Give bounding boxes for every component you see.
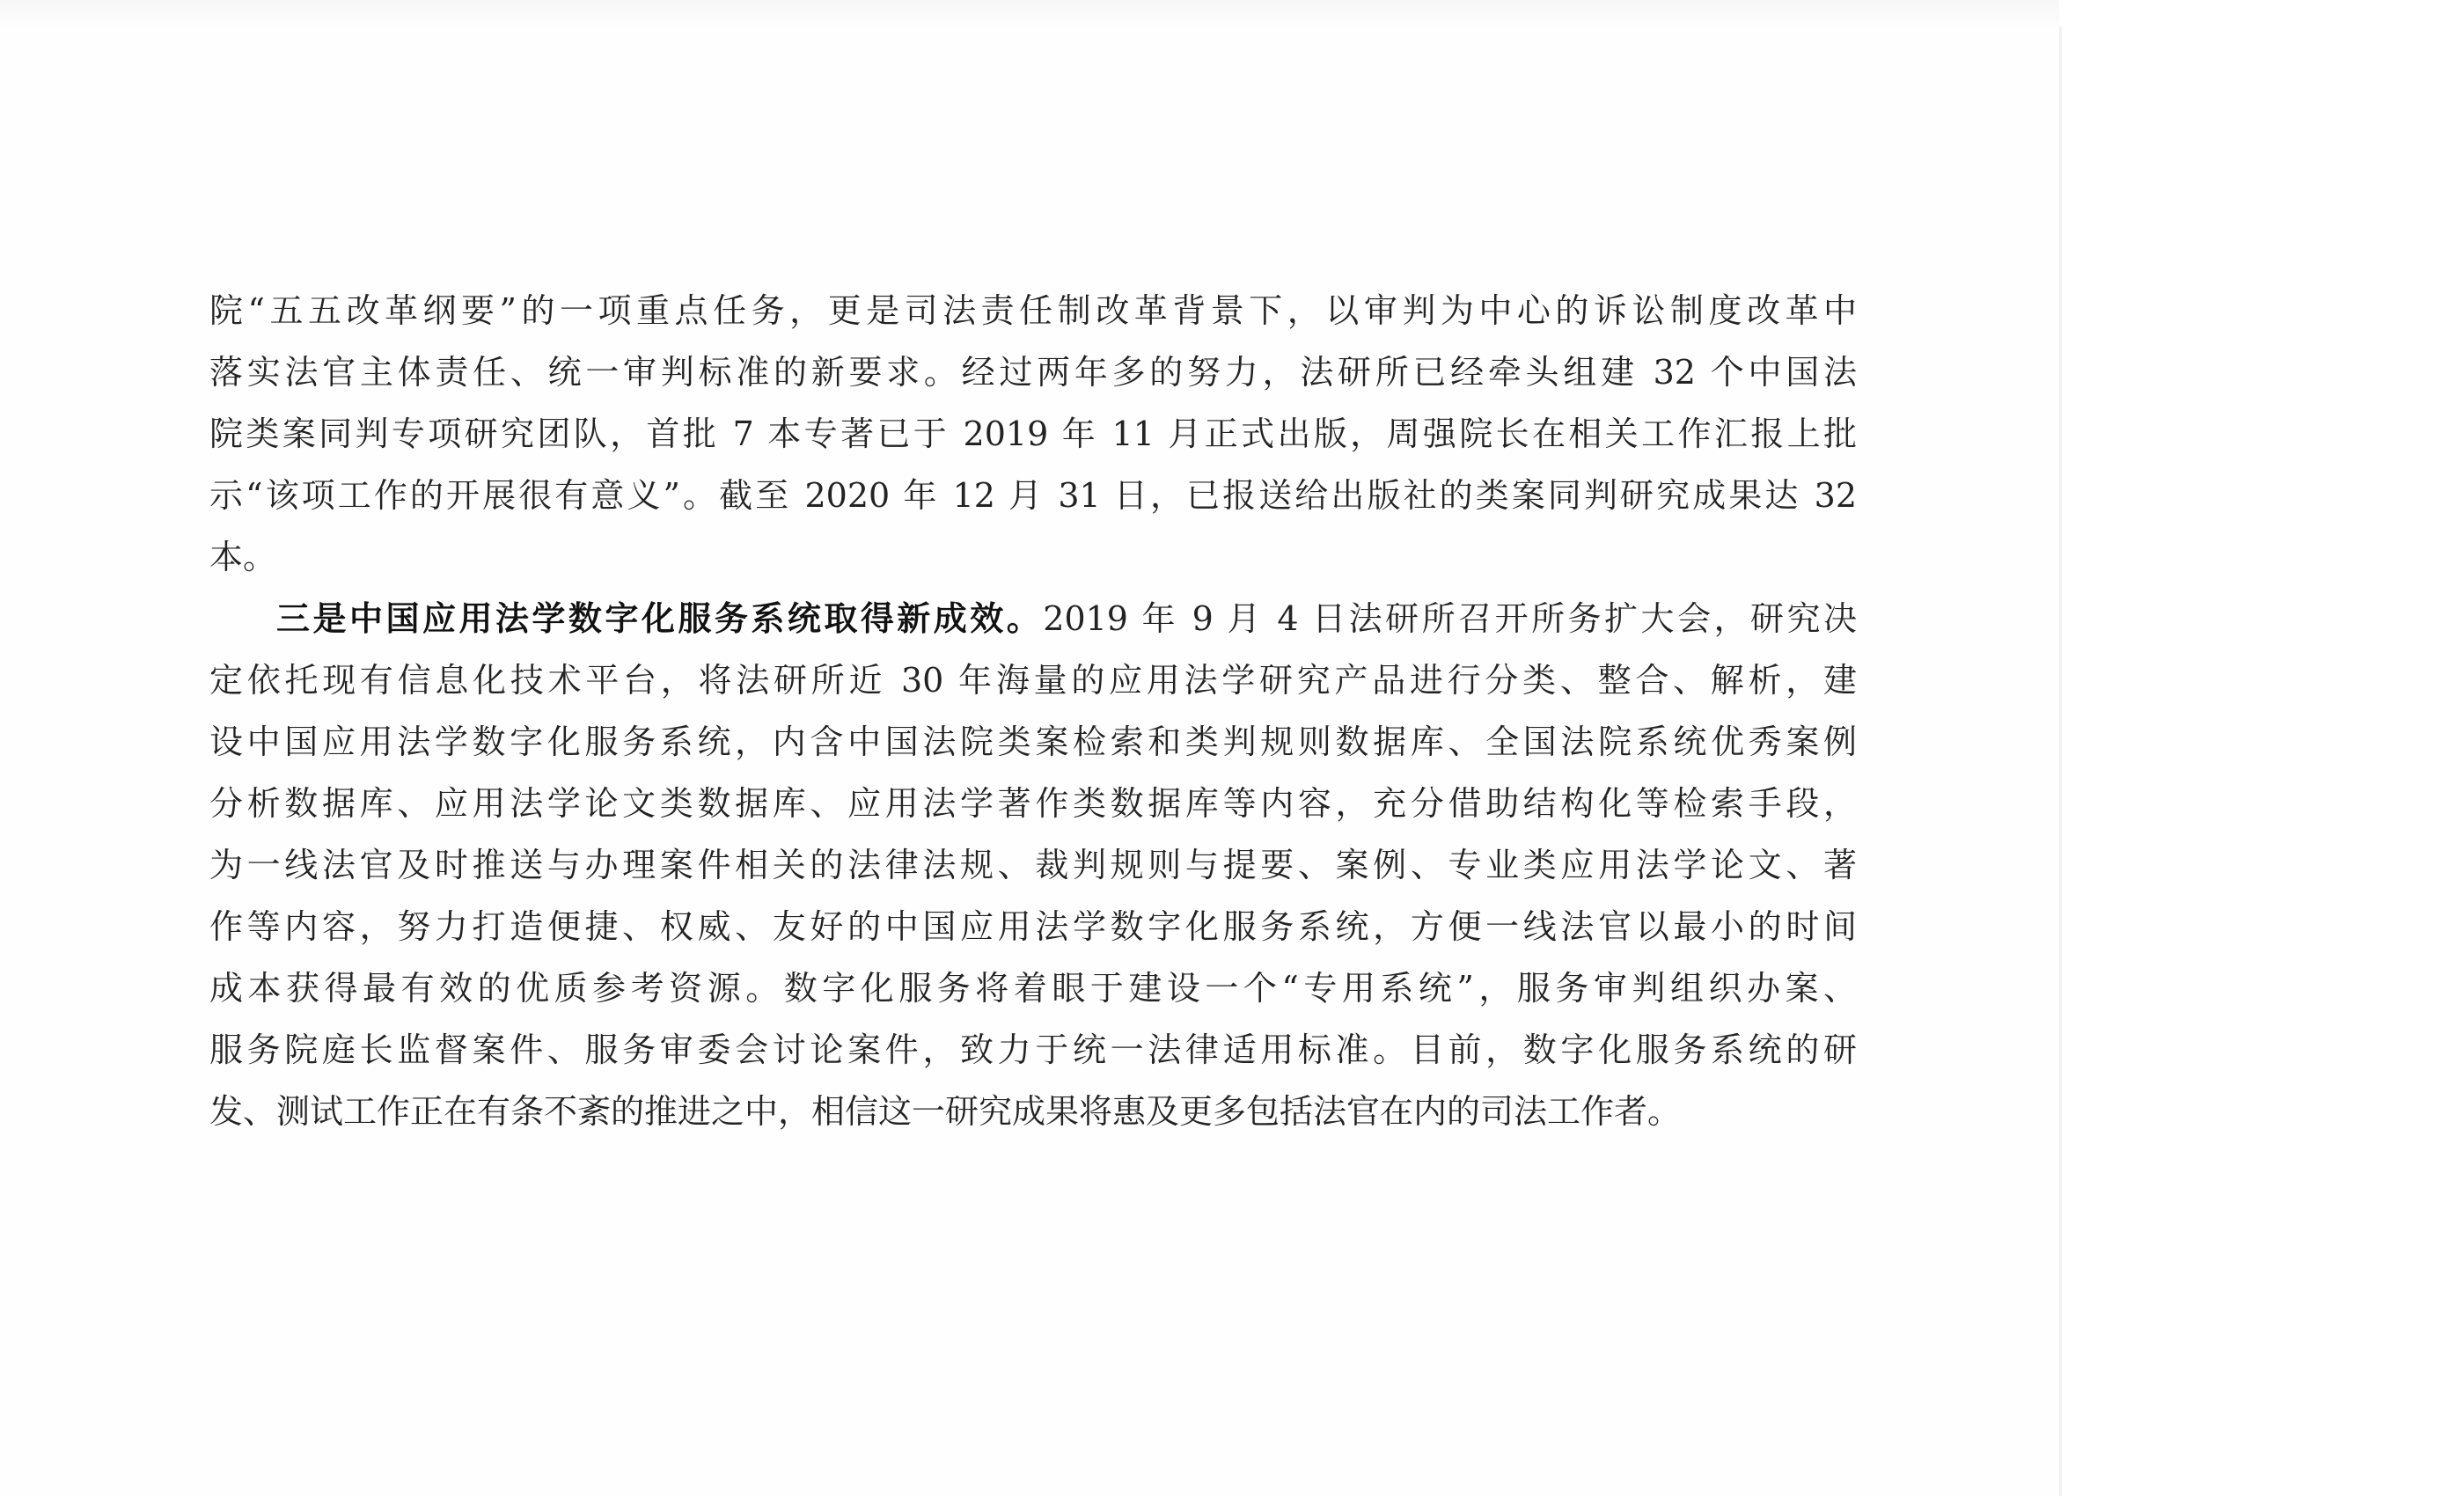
- paragraph-2: [209, 588, 1857, 1142]
- paragraph-2-line-5: 为一线法官及时推送与办理案件相关的法律法规、裁判规则与提要、案例、专业类应用法学论文、著: [209, 846, 1857, 884]
- document-body: [209, 280, 1857, 1142]
- paragraph-1-line-4: 示“该项工作的开展很有意义”。截至 2020 年 12 月 31 日，已报送给出版社的类案同判研究成果达 32: [209, 476, 1857, 515]
- paragraph-2-heading: 三是中国应用法学数字化服务系统取得新成效。: [276, 598, 1044, 638]
- paragraph-1-line-5: 本。: [209, 538, 277, 576]
- paragraph-2-line-7: 成本获得最有效的优质参考资源。数字化服务将着眼于建设一个“专用系统”，服务审判组织办案、: [209, 969, 1857, 1008]
- paragraph-2-line-8: 服务院庭长监督案件、服务审委会讨论案件，致力于统一法律适用标准。目前，数字化服务系统的研: [209, 1030, 1857, 1069]
- paragraph-2-line-1: [209, 588, 1857, 649]
- paragraph-2-line-3: 设中国应用法学数字化服务系统，内含中国法院类案检索和类判规则数据库、全国法院系统优秀案例: [209, 722, 1857, 761]
- paragraph-2-first-line-text: 2019 年 9 月 4 日法研所召开所务扩大会，研究决: [1043, 599, 1857, 638]
- paragraph-1-line-3: 院类案同判专项研究团队，首批 7 本专著已于 2019 年 11 月正式出版，周强院长在相关工作汇报上批: [209, 414, 1857, 453]
- scan-page-edge: [2059, 26, 2062, 1496]
- paragraph-1: [209, 280, 1857, 588]
- paragraph-2-line-6: 作等内容，努力打造便捷、权威、友好的中国应用法学数字化服务系统，方便一线法官以最小的时间: [209, 907, 1857, 946]
- paragraph-2-line-2: 定依托现有信息化技术平台，将法研所近 30 年海量的应用法学研究产品进行分类、整合、解析，建: [209, 661, 1857, 700]
- paragraph-2-line-4: 分析数据库、应用法学论文类数据库、应用法学著作类数据库等内容，充分借助结构化等检索手段，: [209, 784, 1857, 823]
- scan-top-shadow: [0, 0, 2059, 28]
- paragraph-1-line-1: 院“五五改革纲要”的一项重点任务，更是司法责任制改革背景下，以审判为中心的诉讼制度改革中: [209, 291, 1857, 330]
- paragraph-2-line-9: 发、测试工作正在有条不紊的推进之中，相信这一研究成果将惠及更多包括法官在内的司法工作者。: [209, 1092, 1682, 1131]
- paragraph-1-line-2: 落实法官主体责任、统一审判标准的新要求。经过两年多的努力，法研所已经牵头组建 32 个中国法: [209, 353, 1857, 392]
